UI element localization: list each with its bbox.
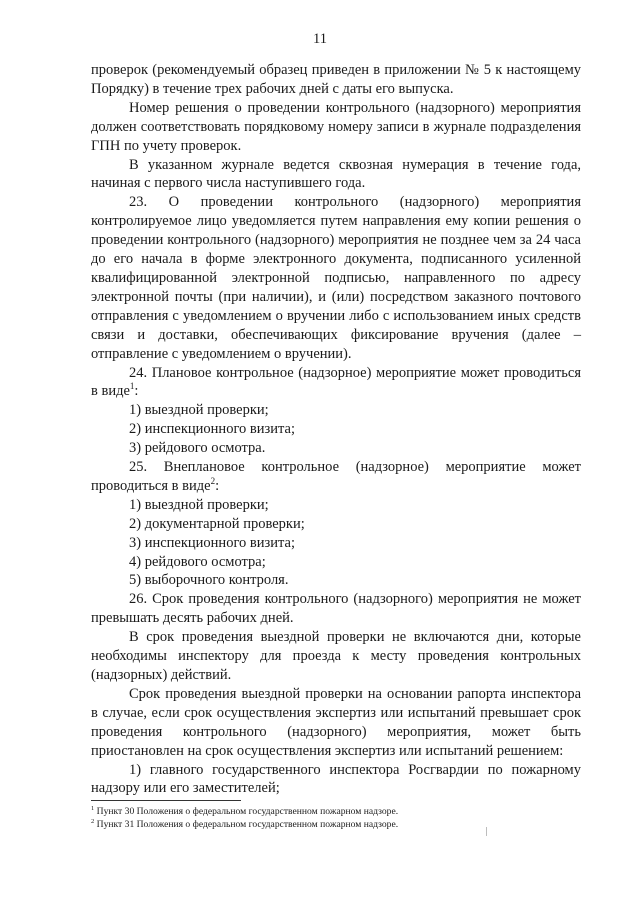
list-item: 2) документарной проверки; [129,515,305,532]
paragraph-journal-numbering: В указанном журнале ведется сквозная нумерация в течение года, начиная с первого числа наступившего года. [91,156,581,192]
list-item: 1) главного государственного инспектора Росгвардии по пожарному надзору или его заместителей; [91,761,581,797]
footnote-mark: 1 [91,804,95,812]
paragraph-25-colon: : [215,477,220,494]
scan-speck [486,827,487,836]
footnote-ref-2: 2 [210,476,216,487]
footnote-ref-1: 1 [129,381,135,392]
paragraph-continued: проверок (рекомендуемый образец приведен в приложении № 5 к настоящему Порядку) в течение трех рабочих дней с даты его выпуска. [91,62,581,97]
paragraph-decision-number: Номер решения о проведении контрольного (надзорного) мероприятия должен соответствовать порядковому номеру записи в журнале подразделения ГПН по учету проверок. [91,99,581,154]
footnote-text: Пункт 31 Положения о федеральном государственном пожарном надзоре. [96,818,399,830]
paragraph-25-unplanned [91,458,581,496]
paragraph-23-notification: 23. О проведении контрольного (надзорного) мероприятия контролируемое лицо уведомляется путем направления ему копии решения о проведении контрольного (надзорного) мероприятия не позднее чем за 24 часа до его начала в форме электронного документа, подписанного усиленной квалифицированной электронной подписью, направленного по адресу электронной почты (при наличии), и (или) посредством заказного почтового отправления с уведомлением о вручении либо с использованием иных средств связи и доставки, обеспечивающих фиксирование вручения (далее – отправление с уведомлением о вручении). [91,194,581,362]
footnote-mark: 2 [91,817,95,825]
footnote-text: Пункт 30 Положения о федеральном государственном пожарном надзоре. [96,806,399,817]
page-number: 11 [313,31,327,47]
paragraph-24-text: 24. Плановое контрольное (надзорное) мероприятие может проводиться в виде [91,364,581,400]
list-item: 1) выездной проверки; [129,402,269,419]
document-body [91,61,581,798]
list-item: 5) выборочного контроля. [129,572,289,589]
footnote [91,819,581,832]
paragraph-24-planned [91,364,581,402]
paragraph-suspension: Срок проведения выездной проверки на основании рапорта инспектора в случае, если срок осуществления экспертиз или испытаний превышает срок проведения контрольного (надзорного) мероприятия, может быть приостановлен на срок осуществления экспертиз или испытаний решением: [91,685,581,759]
list-item: 4) рейдового осмотра; [129,553,266,570]
list-item: 1) выездной проверки; [129,496,269,513]
paragraph-24-colon: : [134,383,139,400]
paragraph-travel-days: В срок проведения выездной проверки не включаются дни, которые необходимы инспектору для проезда к месту проведения контрольных (надзорных) действий. [91,629,581,683]
paragraph-26-duration: 26. Срок проведения контрольного (надзорного) мероприятия не может превышать десять рабочих дней. [91,591,581,627]
footnote [91,806,581,819]
footnotes [91,806,581,831]
paragraph-25-text: 25. Внеплановое контрольное (надзорное) мероприятие может проводиться в виде [91,459,581,494]
list-item: 2) инспекционного визита; [129,421,295,438]
list-item: 3) инспекционного визита; [129,534,295,551]
list-item: 3) рейдового осмотра. [129,440,266,457]
footnote-separator [91,800,241,801]
